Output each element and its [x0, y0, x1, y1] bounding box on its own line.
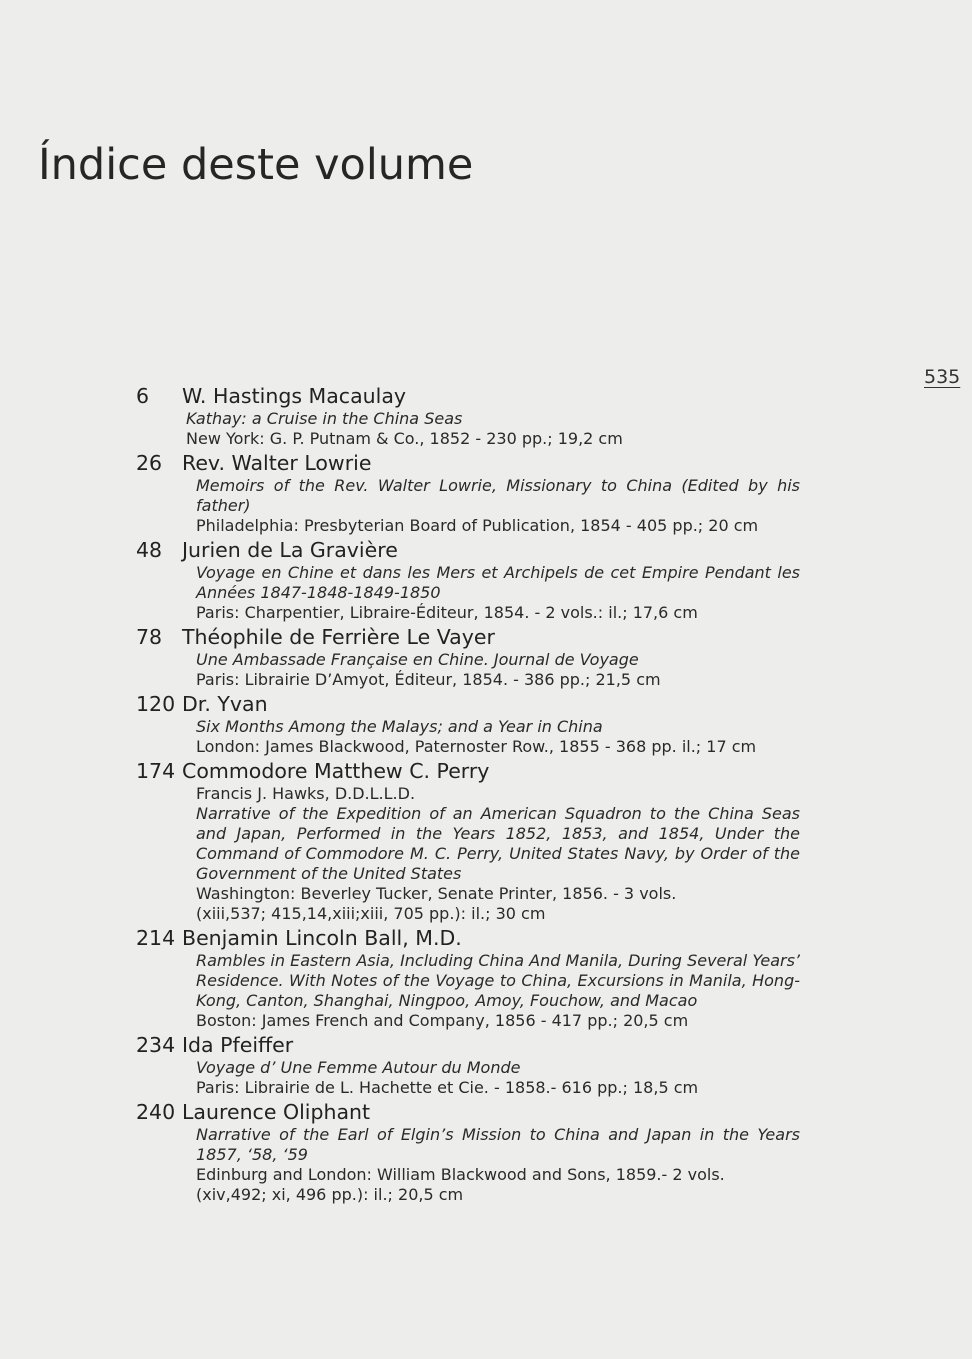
- entry-page-number: 6: [136, 384, 150, 408]
- entry-author: W. Hastings Macaulay: [182, 384, 407, 408]
- index-entries: [136, 383, 826, 1205]
- entry-work-title: Voyage en Chine et dans les Mers et Archipels de cet Empire Pendant les Années 1847-1848-1849-1850: [196, 563, 800, 602]
- index-entry: [136, 691, 826, 757]
- entry-publication-extent: (xiv,492; xi, 496 pp.): il.; 20,5 cm: [196, 1185, 464, 1204]
- entry-work-title: Kathay: a Cruise in the China Seas: [186, 409, 463, 428]
- entry-work-title: Une Ambassade Française en Chine. Journal de Voyage: [196, 650, 639, 669]
- entry-page-number: 78: [136, 625, 163, 649]
- page-number: 535: [924, 366, 961, 388]
- entry-work-title: Rambles in Eastern Asia, Including China And Manila, During Several Years’ Residence. With Notes of the Voyage to China, Excursions in Manila, Hong-Kong, Canton, Shanghai, Ningpoo, Amoy, Fouchow, and Macao: [196, 951, 800, 1010]
- entry-publication: Washington: Beverley Tucker, Senate Printer, 1856. - 3 vols.: [196, 884, 677, 903]
- index-entry: [136, 925, 826, 1031]
- entry-publication: Philadelphia: Presbyterian Board of Publication, 1854 - 405 pp.; 20 cm: [196, 516, 759, 535]
- entry-author: Commodore Matthew C. Perry: [182, 759, 490, 783]
- entry-publication: Boston: James French and Company, 1856 - 417 pp.; 20,5 cm: [196, 1011, 689, 1030]
- entry-publication: Paris: Charpentier, Libraire-Éditeur, 1854. - 2 vols.: il.; 17,6 cm: [196, 603, 698, 622]
- entry-page-number: 214: [136, 926, 176, 950]
- entry-author: Théophile de Ferrière Le Vayer: [182, 625, 495, 649]
- entry-publication: Edinburg and London: William Blackwood and Sons, 1859.- 2 vols.: [196, 1165, 725, 1184]
- entry-work-title: Narrative of the Earl of Elgin’s Mission to China and Japan in the Years 1857, ‘58, ‘59: [196, 1125, 800, 1164]
- entry-author: Dr. Yvan: [182, 692, 268, 716]
- entry-publication-extent: (xiii,537; 415,14,xiii;xiii, 705 pp.): il.; 30 cm: [196, 904, 546, 923]
- entry-page-number: 174: [136, 759, 176, 783]
- index-entry: [136, 450, 826, 536]
- entry-author: Jurien de La Gravière: [182, 538, 398, 562]
- index-entry: [136, 1032, 826, 1098]
- entry-publication: Paris: Librairie de L. Hachette et Cie. - 1858.- 616 pp.; 18,5 cm: [196, 1078, 699, 1097]
- entry-publication: Paris: Librairie D’Amyot, Éditeur, 1854. - 386 pp.; 21,5 cm: [196, 670, 661, 689]
- entry-author: Benjamin Lincoln Ball, M.D.: [182, 926, 462, 950]
- entry-editor: Francis J. Hawks, D.D.L.L.D.: [196, 784, 416, 803]
- page-title: Índice deste volume: [38, 140, 474, 190]
- entry-page-number: 120: [136, 692, 176, 716]
- index-entry: [136, 537, 826, 623]
- entry-author: Rev. Walter Lowrie: [182, 451, 372, 475]
- entry-page-number: 26: [136, 451, 163, 475]
- index-entry: [136, 624, 826, 690]
- entry-publication: London: James Blackwood, Paternoster Row., 1855 - 368 pp. il.; 17 cm: [196, 737, 757, 756]
- index-entry: [136, 758, 826, 924]
- entry-work-title: Memoirs of the Rev. Walter Lowrie, Missionary to China (Edited by his father): [196, 476, 800, 515]
- entry-publication: New York: G. P. Putnam & Co., 1852 - 230 pp.; 19,2 cm: [186, 429, 623, 448]
- entry-work-title: Narrative of the Expedition of an American Squadron to the China Seas and Japan, Performed in the Years 1852, 1853, and 1854, Under the Command of Commodore M. C. Perry, United States Navy, by Order of the Government of the United States: [196, 804, 800, 883]
- entry-author: Laurence Oliphant: [182, 1100, 371, 1124]
- entry-work-title: Six Months Among the Malays; and a Year in China: [196, 717, 603, 736]
- entry-page-number: 234: [136, 1033, 176, 1057]
- entry-page-number: 48: [136, 538, 163, 562]
- index-entry: [136, 383, 826, 449]
- entry-author: Ida Pfeiffer: [182, 1033, 294, 1057]
- index-entry: [136, 1099, 826, 1205]
- entry-work-title: Voyage d’ Une Femme Autour du Monde: [196, 1058, 521, 1077]
- entry-page-number: 240: [136, 1100, 176, 1124]
